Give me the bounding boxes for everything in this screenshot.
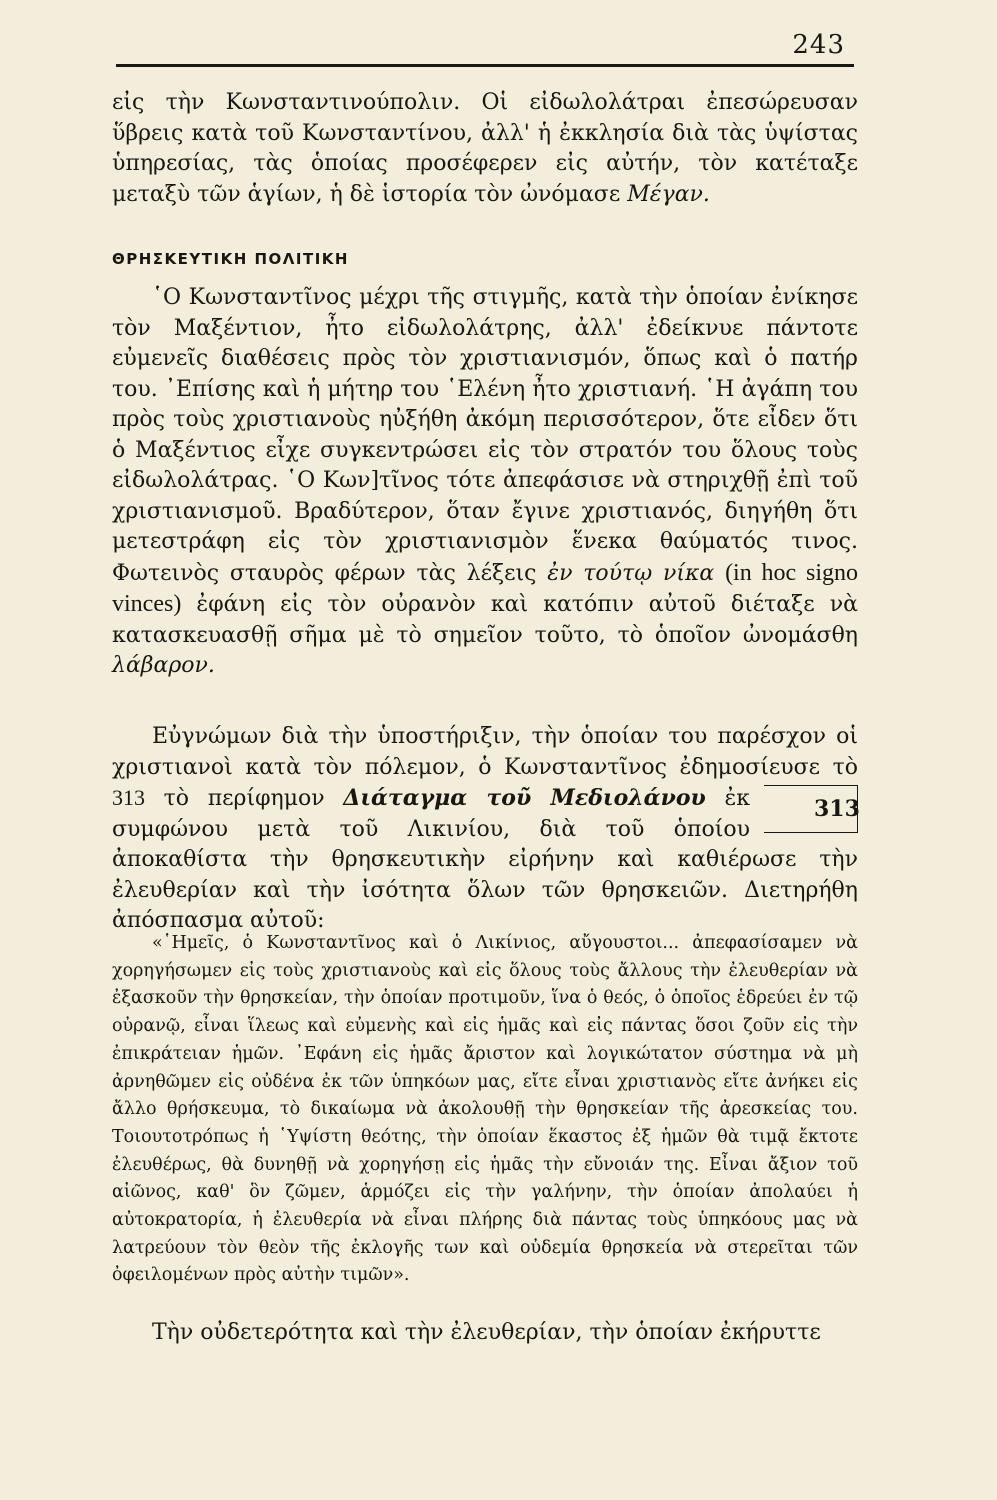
paragraph-3-text-c: ἐκ συμφώνου μετὰ τοῦ Λικινίου, διὰ τοῦ ὁποίου ἀποκαθίστα τὴν θρησκευτικὴν εἰρήνην καὶ καθιέρωσε τὴν ἐλευθερίαν καὶ τὴν ἰσότητα ὅλων τῶν θρησκειῶν. Διετηρήθη ἀπόσπασμα αὐτοῦ: xyxy=(112,786,858,933)
paragraph-2-latin-phrase: (in hoc signo vinces) xyxy=(112,559,859,617)
paragraph-3 xyxy=(112,722,858,937)
paragraph-2-text-b: ἐφάνη εἰς τὸν οὐρανὸν καὶ κατόπιν αὐτοῦ διέταξε νὰ κατασκευασθῇ σῆμα μὲ τὸ σημεῖον τοῦτο, τὸ ὁποῖον ὠνομάσθη xyxy=(112,592,858,648)
quotation-text: «῾Ημεῖς, ὁ Κωνσταντῖνος καὶ ὁ Λικίνιος, αὔγουστοι... ἀπεφασίσαμεν νὰ χορηγήσωμεν εἰς τοὺς χριστιανοὺς καὶ εἰς ὅλους τοὺς ἄλλους τὴν ἐλευθερίαν νὰ ἐξασκοῦν τὴν θρησκείαν, τὴν ὁποίαν προτιμοῦν, ἵνα ὁ θεός, ὁ ὁποῖος ἑδρεύει ἐν τῷ οὐρανῷ, εἶναι ἵλεως καὶ εὐμενὴς καὶ εἰς ἡμᾶς καὶ εἰς πάντας ὅσοι ζοῦν εἰς τὴν ἐπικράτειαν ἡμῶν. ᾿Εφάνη εἰς ἡμᾶς ἄριστον καὶ λογικώτατον σύστημα νὰ μὴ ἀρνηθῶμεν εἰς οὐδένα ἐκ τῶν ὑπηκόων μας, εἴτε εἶναι χριστιανὸς εἴτε ἀνήκει εἰς ἄλλο θρήσκευμα, τὸ δικαίωμα νὰ ἀκολουθῇ τὴν θρησκείαν τῆς ἀρεσκείας του. Τοιουτοτρόπως ἡ ῾Υψίστη θεότης, τὴν ὁποίαν ἕκαστος ἐξ ἡμῶν θὰ τιμᾷ ἔκτοτε ἐλευθέρως, θὰ δυνηθῇ νὰ χορηγήσῃ εἰς ἡμᾶς τὴν εὔνοιάν της. Εἶναι ἄξιον τοῦ αἰῶνος, καθ' ὃν ζῶμεν, ἁρμόζει εἰς τὴν γαλήνην, τὴν ὁποίαν ἀπολαύει ἡ αὐτοκρατορία, ἡ ἐλευθερία νὰ εἶναι πλήρης διὰ πάντας τοὺς ὑπηκόους μας νὰ λατρεύουν τὸν θεὸν τῆς ἐκλογῆς των καὶ οὐδεμία θρησκεία νὰ στερεῖται τῶν ὀφειλομένων πρὸς αὐτὴν τιμῶν». xyxy=(112,933,858,1286)
paragraph-1-italic: Μέγαν. xyxy=(627,181,710,207)
margin-year: 313 xyxy=(814,796,860,822)
edict-of-milan-title: Διάταγμα τοῦ Μεδιολάνου xyxy=(343,785,706,811)
paragraph-1-text: εἰς τὴν Κωνσταντινούπολιν. Οἱ εἰδωλολάτραι ἐπεσώρευσαν ὕβρεις κατὰ τοῦ Κωνσταντίνου, ἀλλ' ἡ ἐκκλησία διὰ τὰς ὑψίστας ὑπηρεσίας, τὰς ὁποίας προσέφερεν εἰς αὐτήν, τὸν κατέταξε μεταξὺ τῶν ἁγίων, ἡ δὲ ἱστορία τὸν ὠνόμασε xyxy=(112,90,858,207)
year-inline: 313 xyxy=(112,785,145,810)
paragraph-3-text-a: Εὐγνώμων διὰ τὴν ὑποστήριξιν, τὴν ὁποίαν του παρέσχον οἱ χριστιανοὶ κατὰ τὸν πόλεμον, ὁ Κωνσταντῖνος ἐδημοσίευσε τὸ xyxy=(112,724,858,780)
page-number: 243 xyxy=(792,30,845,60)
edict-quotation xyxy=(112,930,858,1290)
paragraph-2-italic-phrase: ἐν τούτῳ νίκα xyxy=(547,560,715,586)
paragraph-3-text-b: τὸ περίφημον xyxy=(163,786,325,811)
header-rule xyxy=(116,64,854,67)
paragraph-4 xyxy=(112,1318,858,1349)
paragraph-1 xyxy=(112,88,858,210)
paragraph-2-text-a: ῾Ο Κωνσταντῖνος μέχρι τῆς στιγμῆς, κατὰ τὴν ὁποίαν ἐνίκησε τὸν Μαξέντιον, ἦτο εἰδωλολάτρης, ἀλλ' ἐδείκνυε πάντοτε εὐμενεῖς διαθέσεις πρὸς τὸν χριστιανισμόν, ὅπως καὶ ὁ πατήρ του. ᾿Επίσης καὶ ἡ μήτηρ του ῾Ελένη ἦτο χριστιανή. ῾Η ἀγάπη του πρὸς τοὺς χριστιανοὺς ηὐξήθη ἀκόμη περισσότερον, ὅτε εἶδεν ὅτι ὁ Μαξέντιος εἶχε συγκεντρώσει εἰς τὸν στρατόν του ὅλους τοὺς εἰδωλολάτρας. ῾Ο Κων]τῖνος τότε ἀπεφάσισε νὰ στηριχθῇ ἐπὶ τοῦ χριστιανισμοῦ. Βραδύτερον, ὅταν ἔγινε χριστιανός, διηγήθη ὅτι μετεστράφη εἰς τὸν χριστιανισμὸν ἕνεκα θαύματός τινος. Φωτεινὸς σταυρὸς φέρων τὰς λέξεις xyxy=(112,285,858,586)
paragraph-4-text: Τὴν οὐδετερότητα καὶ τὴν ἐλευθερίαν, τὴν ὁποίαν ἐκήρυττε xyxy=(152,1320,821,1345)
margin-year-box xyxy=(764,785,858,833)
section-heading: ΘΡΗΣΚΕΥΤΙΚΗ ΠΟΛΙΤΙΚΗ xyxy=(112,250,349,268)
paragraph-2 xyxy=(112,283,858,682)
paragraph-2-italic-end: λάβαρον. xyxy=(112,653,215,678)
